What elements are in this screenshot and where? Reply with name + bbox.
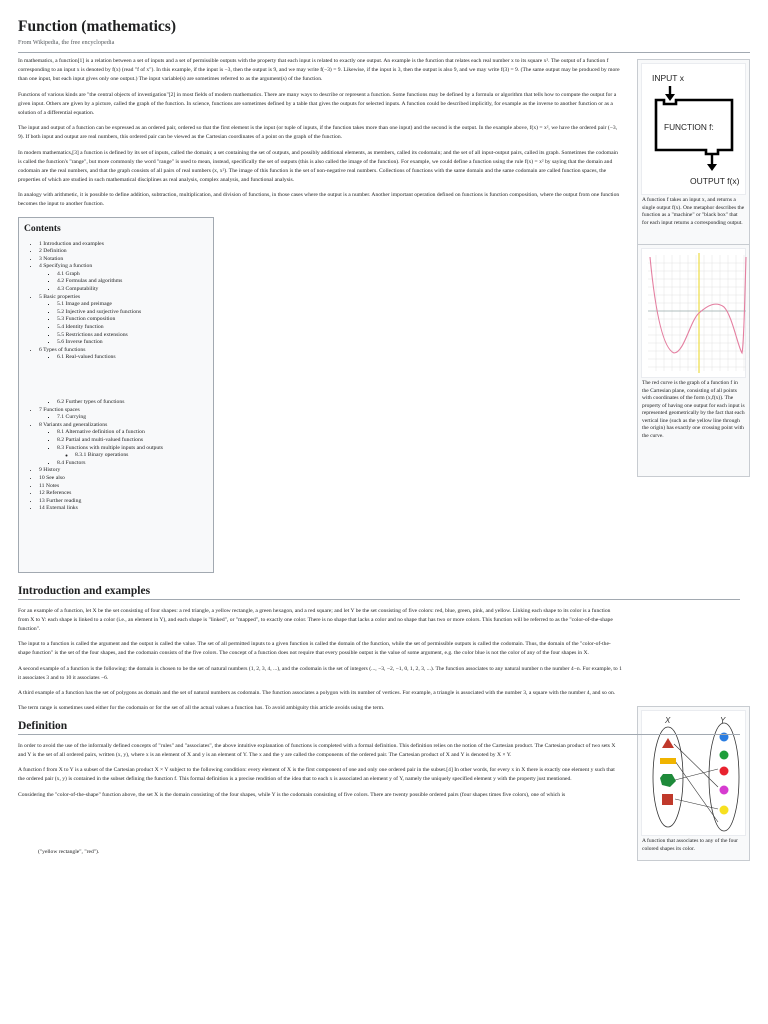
figure-caption: The red curve is the graph of a function f in the Cartesian plane, consisting of all points with coordinates of the form (x,f(x)). The property of having one output for each input is represented geometrically by the fact that each vertical line (such as the yellow line through the origin) has exactly one crossing point with the curve. <box>642 380 745 439</box>
toc-item <box>39 294 206 347</box>
section-paragraph: In order to avoid the use of the informally defined concepts of "rules" and "associates", the above intuitive explanation of functions is completed with a formal definition. This definition relies on the notion of the Cartesian product. The Cartesian product of two sets X and Y is the set of all ordered pairs, written (x, y), where x is an element of X and y is an element of Y. The x and the y are called the components of the ordered pair. The Cartesian product of X and Y is denoted by X × Y. <box>18 742 616 758</box>
toc-link[interactable]: 5.5 Restrictions and extensions <box>57 331 128 338</box>
toc-link[interactable]: 7.1 Currying <box>57 414 87 421</box>
article-body <box>18 57 622 864</box>
input-label: INPUT x <box>652 73 684 83</box>
box-label: FUNCTION f: <box>664 122 714 132</box>
toc-link[interactable]: 5.2 Injective and surjective functions <box>57 308 142 315</box>
toc-item <box>39 263 206 293</box>
cartesian-graph <box>642 249 747 375</box>
toc-subitem <box>57 437 206 445</box>
toc-gap <box>22 362 206 399</box>
toc-link[interactable]: 10 See also <box>39 474 65 481</box>
intro-paragraph: In analogy with arithmetic, it is possible to define addition, subtraction, multiplication, and division of functions, in those cases where the output is a number. Another important operation defined on functions is function composition, where the output from one function becomes the input to another function. <box>18 192 620 208</box>
figure-caption: A function f takes an input x, and returns a single output f(x). One metaphor describes the function as a "machine" or "black box" that for each input returns a corresponding output. <box>642 197 745 226</box>
toc-subitem <box>57 354 206 362</box>
toc-link[interactable]: 11 Notes <box>39 482 60 489</box>
section-paragraph: A function f from X to Y is a subset of the Cartesian product X × Y subject to the following condition: every element of X is the first component of one and only one ordered pair in the subset.[4] In other words, for every x in X there is exactly one element y such that the ordered pair (x, y) is contained in the subset defining the function f. This formal definition is a precise rendition of the idea that to each x is associated an element y of Y, namely the uniquely specified element y with the property just mentioned. <box>18 767 615 783</box>
toc-subitem <box>57 286 206 294</box>
toc-link[interactable]: 8.1 Alternative definition of a function <box>57 429 145 436</box>
toc-subitem <box>57 309 206 317</box>
toc-link[interactable]: 5.6 Inverse function <box>57 339 103 346</box>
toc-list <box>22 407 206 513</box>
function-curve <box>650 257 746 353</box>
graph-image[interactable] <box>641 248 746 378</box>
toc-link[interactable]: 6.2 Further types of functions <box>57 399 125 405</box>
figure-caption: A function that associates to any of the four colored shapes its color. <box>642 838 738 852</box>
toc-sublist <box>39 414 206 422</box>
section-paragraph: A third example of a function has the set of polygons as domain and the set of natural numbers as codomain. The function associates a polygon with its number of vertices. For example, a triangle is associated with the number 3, a square with the number 4, and so on. <box>18 690 616 697</box>
toc-link[interactable]: 7 Function spaces <box>39 406 80 413</box>
toc-item <box>39 483 206 491</box>
mapping-arrows <box>674 744 718 822</box>
toc-subitem <box>57 278 206 286</box>
toc-subitem <box>57 271 206 279</box>
toc-subsublist <box>57 452 206 460</box>
toc-link[interactable]: 8.4 Functors <box>57 459 86 466</box>
toc-item <box>39 241 206 249</box>
intro-paragraph: The input and output of a function can be expressed as an ordered pair, ordered so that the first element is the input (or tuple of inputs, if the function takes more than one input) and the second is the output. In the example above, f(x) = x², we have the ordered pair (−3, 9). If both input and output are real numbers, this ordered pair can be viewed as the Cartesian coordinates of a point on the graph of the function. <box>18 125 618 141</box>
toc-subitem <box>57 445 206 460</box>
figure-graph <box>637 244 750 477</box>
toc-link[interactable]: 8.2 Partial and multi-valued functions <box>57 436 144 443</box>
ordered-pair: ("yellow rectangle", "red"). <box>38 849 100 856</box>
output-label: OUTPUT f(x) <box>690 176 740 186</box>
toc-title: Contents <box>24 222 61 234</box>
toc-link[interactable]: 5.3 Function composition <box>57 316 116 323</box>
function-machine-image[interactable] <box>641 63 746 195</box>
page-title: Function (mathematics) <box>18 18 176 35</box>
toc-link[interactable]: 2 Definition <box>39 248 67 255</box>
red-dot <box>720 767 729 776</box>
yellow-dot <box>720 806 729 815</box>
toc-link[interactable]: 5.4 Identity function <box>57 324 104 331</box>
toc-list-continued <box>22 399 206 407</box>
section-paragraph: The term range is sometimes used either for the codomain or for the set of all the actual values a function has. To avoid ambiguity this article avoids using the term. <box>18 705 385 712</box>
toc-subitem <box>57 414 206 422</box>
figure-function-machine <box>637 59 750 255</box>
section-paragraph: The input to a function is called the argument and the output is called the value. The set of all permitted inputs to a given function is called the domain of the function, while the set of permissible outputs is called the codomain. Thus, the domain of the "color-of-the-shape function" is the set of the four shapes, and the codomain consists of the five colors. The concept of a function does not require that every possible output is the value of some argument, e.g. the color blue is not the color of any of the four shapes in X. <box>18 641 611 657</box>
toc-list <box>22 241 206 363</box>
intro-paragraph: In modern mathematics,[3] a function is defined by its set of inputs, called the domain; a set containing the set of outputs, and possibly additional elements, as members, called its codomain; and the set of all input-output pairs, called its graph. Sometimes the codomain is called the function's "range", but more commonly the word "range" is used to mean, instead, specifically the set of outputs (this is also called the image of the function). For example, we could define a function using the rule f(x) = x² by saying that the domain and codomain are the real numbers, and that the graph consists of all pairs of real numbers (x, x²). The image of this function is the set of non-negative real numbers. Collections of functions with the same domain and the same codomain are called function spaces, the properties of which are studied in such mathematical disciplines as real analysis, complex analysis, and functional analysis. <box>18 149 618 183</box>
toc-subitem <box>57 316 206 324</box>
toc-link[interactable]: 8.3.1 Binary operations <box>75 452 129 459</box>
toc-subsubitem <box>75 452 206 460</box>
toc-link[interactable]: 4.1 Graph <box>57 270 80 277</box>
red-triangle-shape <box>662 738 674 748</box>
toc-link[interactable]: 5 Basic properties <box>39 293 81 300</box>
section-paragraph: Considering the "color-of-the-shape" function above, the set X is the domain consisting of the four shapes, while Y is the codomain consisting of five colors. There are twenty possible ordered pairs (four shapes times five colors), one of which is <box>18 791 566 798</box>
grid <box>648 255 746 371</box>
green-hexagon-shape <box>660 774 676 787</box>
toc-item <box>39 407 206 422</box>
toc-link[interactable]: 12 References <box>39 490 72 497</box>
toc-link[interactable]: 8.3 Functions with multiple inputs and outputs <box>57 444 164 451</box>
toc-subitem <box>57 460 206 468</box>
green-dot <box>720 751 729 760</box>
toc-item <box>39 505 206 513</box>
y-set-label: Y <box>720 716 726 725</box>
function-machine-diagram <box>642 64 747 192</box>
section-heading: Introduction and examples <box>18 585 740 600</box>
toc-link[interactable]: 4.3 Computability <box>57 286 99 293</box>
toc-subitem <box>57 324 206 332</box>
toc-subitem <box>57 429 206 437</box>
intro-paragraph: Functions of various kinds are "the central objects of investigation"[2] in most fields of modern mathematics. There are many ways to describe or represent a function. Some functions may be defined by a formula or algorithm that tells how to compute the output for a given input. Others are given by a picture, called the graph of the function. In science, functions are sometimes defined by a table that gives the outputs for selected inputs. A function could be described implicitly, for example as the inverse to another function or as a solution of a differential equation. <box>18 91 617 116</box>
toc-link[interactable]: 3 Notation <box>39 255 64 262</box>
toc-item <box>39 467 206 475</box>
toc-sublist <box>39 301 206 347</box>
toc-link[interactable]: 8 Variants and generalizations <box>39 421 108 428</box>
toc-item <box>39 347 206 362</box>
intro-paragraph: In mathematics, a function[1] is a relation between a set of inputs and a set of permissible outputs with the property that each input is related to exactly one output. An example is the function that relates each real number x to its square x². The output of a function f corresponding to an input x is denoted by f(x) (read "f of x"). In this example, if the input is −3, then the output is 9, and we may write f(−3) = 9. Likewise, if the input is 3, then the output is also 9, and we may write f(3) = 9. (The same output may be produced by more than one input, but each input gives only one output.) The input variable(s) are sometimes referred to as the argument(s) of the function. <box>18 58 620 83</box>
section-paragraph: A second example of a function is the following: the domain is chosen to be the set of natural numbers (1, 2, 3, 4, ...), and the codomain is the set of integers (..., −3, −2, −1, 0, 1, 2, 3, ...). The function associates to any natural number n the number 4−n. For example, to 1 it associates 3 and to 10 it associates −6. <box>18 665 622 681</box>
red-square-shape <box>662 794 673 805</box>
section-heading: Definition <box>18 720 740 735</box>
output-arrowhead <box>707 164 717 171</box>
toc-sublist <box>39 429 206 467</box>
toc-link[interactable]: 1 Introduction and examples <box>39 240 104 247</box>
toc-link[interactable]: 13 Further reading <box>39 497 82 504</box>
toc-item <box>39 490 206 498</box>
toc-link[interactable]: 4.2 Formulas and algorithms <box>57 278 123 285</box>
toc-item <box>39 475 206 483</box>
title-divider <box>18 52 750 53</box>
toc-link[interactable]: 9 History <box>39 467 61 474</box>
pink-dot <box>720 786 729 795</box>
toc-link[interactable]: 6.1 Real-valued functions <box>57 354 116 361</box>
toc-sublist <box>39 354 206 362</box>
toc-subitem <box>57 399 206 407</box>
tagline: From Wikipedia, the free encyclopedia <box>18 39 115 46</box>
input-arrowhead <box>665 94 675 101</box>
table-of-contents <box>18 217 214 573</box>
toc-item <box>39 498 206 506</box>
section-paragraph: For an example of a function, let X be the set consisting of four shapes: a red triangle, a yellow rectangle, a green hexagon, and a red square; and let Y be the set consisting of five colors: red, blue, green, pink, and yellow. Linking each shape to its color is a function from X to Y: each shape is linked to a color (i.e., an element in Y), and each shape is "linked", or "mapped", to exactly one color. There is no shape that lacks a color and no shape that has two or more colors. This function will be referred to as the "color-of-the-shape function". <box>18 607 613 632</box>
x-set-label: X <box>665 716 671 725</box>
toc-link[interactable]: 14 External links <box>39 505 78 512</box>
toc-link[interactable]: 6 Types of functions <box>39 346 86 353</box>
toc-link[interactable]: 4 Specifying a function <box>39 263 93 270</box>
yellow-rectangle-shape <box>660 758 676 764</box>
toc-subitem <box>57 301 206 309</box>
toc-link[interactable]: 5.1 Image and preimage <box>57 301 112 308</box>
toc-subitem <box>57 339 206 347</box>
toc-sublist <box>39 271 206 294</box>
toc-item <box>39 422 206 468</box>
toc-item <box>39 248 206 256</box>
